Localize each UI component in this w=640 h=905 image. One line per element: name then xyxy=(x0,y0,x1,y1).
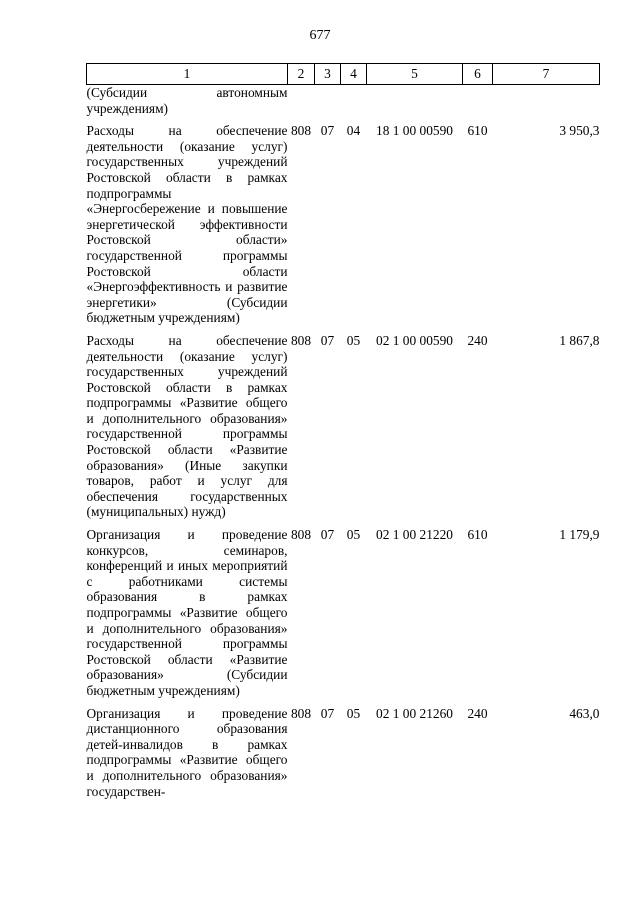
header-col-5: 5 xyxy=(367,64,463,85)
row-col-5: 18 1 00 00590 xyxy=(376,123,453,139)
row-amount xyxy=(493,85,600,124)
row-col-2: 808 xyxy=(290,332,312,348)
row-col-6: 610 xyxy=(467,527,488,543)
row-amount: 1 179,9 xyxy=(559,527,600,543)
row-col-5: 02 1 00 00590 xyxy=(376,332,453,348)
budget-table xyxy=(86,63,600,806)
header-col-6: 6 xyxy=(463,64,493,85)
row-amount: 1 867,8 xyxy=(559,332,600,348)
row-col-4: 05 xyxy=(346,705,361,721)
table-row xyxy=(87,85,600,124)
row-description: Расходы на обеспечение деятельности (оказание услуг) государственных учреждений Ростовской области в рамках подпрограммы «Энергосбережение и повышение энергетической эффективности Ростовской области» государственной программы Ростовской области «Энергоэффективность и развитие энергетики» (Субсидии бюджетным учреждениям) xyxy=(86,123,288,326)
row-description: Организация и проведение конкурсов, семинаров, конференций и иных мероприятий с работниками системы образования в рамках подпрограммы «Развитие общего и дополнительного образования» государственной программы Ростовской области «Развитие образования» (Субсидии бюджетным учреждениям) xyxy=(86,527,288,698)
row-description: (Субсидии автономным учреждениям) xyxy=(86,85,288,116)
table-row xyxy=(87,527,600,706)
header-col-3: 3 xyxy=(315,64,341,85)
row-description: Расходы на обеспечение деятельности (оказание услуг) государственных учреждений Ростовской области в рамках подпрограммы «Развитие общего и дополнительного образования» государственной программы Ростовской области «Развитие образования» (Иные закупки товаров, работ и услуг для обеспечения государственных (муниципальных) нужд) xyxy=(86,332,288,520)
row-col-3: 07 xyxy=(320,527,335,543)
row-col-6: 240 xyxy=(467,705,488,721)
row-col-4 xyxy=(341,85,367,124)
row-col-3: 07 xyxy=(320,705,335,721)
header-row xyxy=(87,64,600,85)
row-col-4: 05 xyxy=(346,527,361,543)
table-row xyxy=(87,706,600,807)
row-description: Организация и проведение дистанционного образования детей-инвалидов в рамках подпрограммы «Развитие общего и дополнительного образования» государствен- xyxy=(86,705,288,799)
header-col-4: 4 xyxy=(341,64,367,85)
row-col-4: 04 xyxy=(346,123,361,139)
row-col-3: 07 xyxy=(320,123,335,139)
table-row xyxy=(87,333,600,527)
row-col-4: 05 xyxy=(346,332,361,348)
row-col-6 xyxy=(463,85,493,124)
table-row xyxy=(87,123,600,333)
row-col-5: 02 1 00 21220 xyxy=(376,527,453,543)
row-amount: 463,0 xyxy=(569,705,600,721)
page-number: 677 xyxy=(309,28,331,43)
row-col-6: 240 xyxy=(467,332,488,348)
row-amount: 3 950,3 xyxy=(559,123,600,139)
row-col-2: 808 xyxy=(290,123,312,139)
header-col-7: 7 xyxy=(493,64,600,85)
row-col-2 xyxy=(288,85,315,124)
row-col-3: 07 xyxy=(320,332,335,348)
row-col-5: 02 1 00 21260 xyxy=(376,705,453,721)
row-col-2: 808 xyxy=(290,527,312,543)
row-col-2: 808 xyxy=(290,705,312,721)
row-col-6: 610 xyxy=(467,123,488,139)
row-col-3 xyxy=(315,85,341,124)
header-col-1: 1 xyxy=(87,64,288,85)
header-col-2: 2 xyxy=(288,64,315,85)
row-col-5 xyxy=(367,85,463,124)
